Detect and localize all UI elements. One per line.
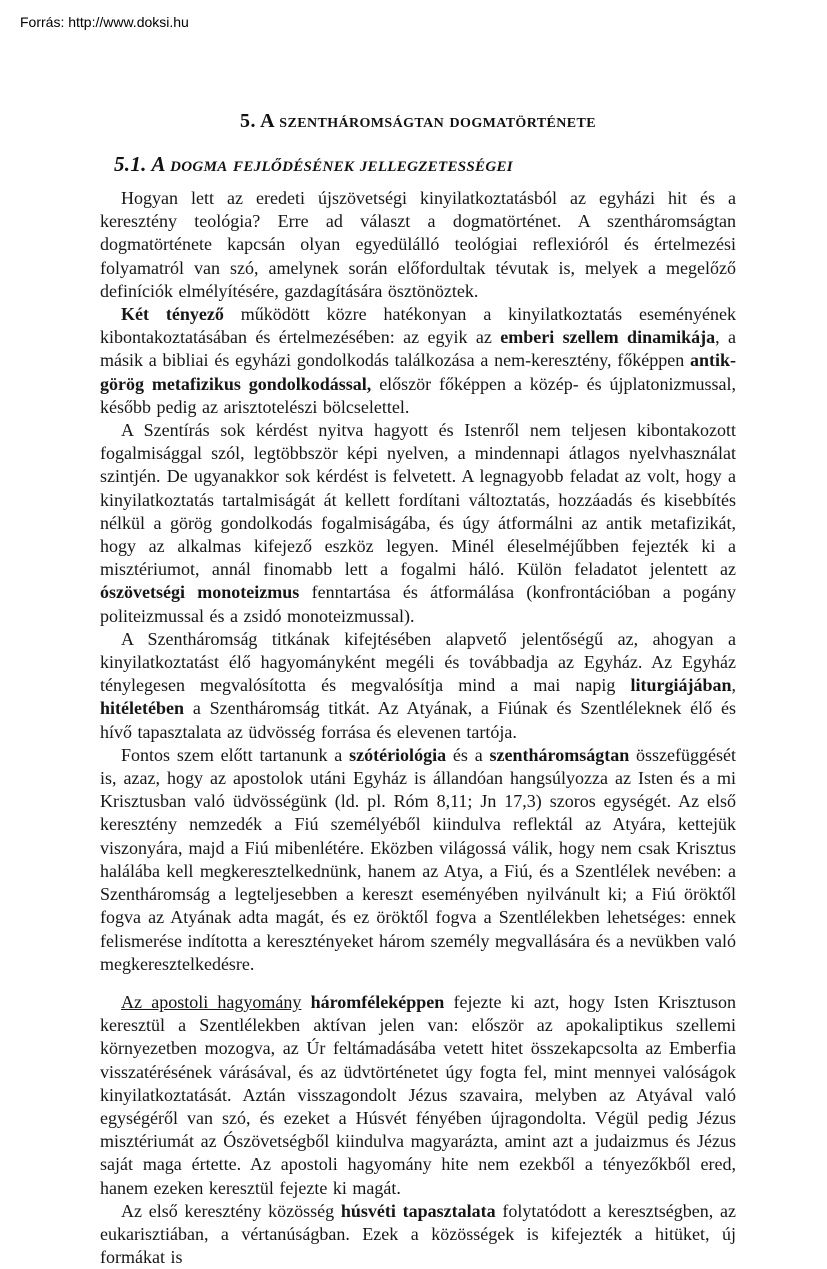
text-run: a Szentháromság titkát. Az Atyának, a Fiúnak és Szentléleknek élő és hívő tapasztalata az üdvösség forrása és elevenen tartója. [100, 698, 736, 742]
paragraph [100, 1200, 736, 1269]
text-run: háromféleképpen [310, 991, 445, 1012]
text-run: antik-görög metafizikus gondolkodással, [100, 350, 736, 394]
text-run: szótériológia [349, 744, 447, 765]
paragraphs-container [100, 187, 736, 1269]
text-run: Az apostoli hagyomány [121, 991, 302, 1012]
text-run: működött közre hatékonyan a kinyilatkoztatás eseményének kibontakoztatásában és értelmezésében: az egyik az [100, 304, 736, 348]
text-run: A Szentírás sok kérdést nyitva hagyott és Istenről nem teljesen kibontakozott fogalmisággal szól, legtöbbször képi nyelven, a mindennapi átlagos nyelvhasználat szintjén. De ugyanakkor sok kérdést is felvetett. A legnagyobb feladat az volt, hogy a kinyilatkoztatás tartalmiságát át kellett fordítani változtatás, hozzáadás és kisebbítés nélkül a görög gondolkodás fogalmiságába, és úgy átformálni az antik metafizikát, hogy az alkalmas kifejező eszköz legyen. Minél éleselméjűbben fejezték ki a misztériumot, annál finomabb lett a fogalmi háló. Külön feladatot jelentett az [100, 420, 736, 580]
text-run: összefüggését is, azaz, hogy az apostolok utáni Egyház is állandóan hangsúlyozza az Isten és a mi Krisztusban való üdvösségünk (ld. pl. Róm 8,11; Jn 17,3) szoros egységét. Az első keresztény nemzedék a Fiú személyéből kiindulva reflektál az Atyára, kettejük viszonyára, majd a Fiú mibenlétére. Eközben világossá válik, hogy nem csak Krisztus halálába kell megkeresztelkednünk, hanem az Atya, a Fiú, és a Szentlélek nevében: a Szentháromság a legteljesebben a kereszt eseményében nyilvánult ki; a Fiú öröktől fogva az Atyának adta magát, és ez öröktől fogva a Szentlélekben lehetséges: ennek felismerése indította a keresztényeket három személy megvallására és a nevükben való megkeresztelkedésre. [100, 744, 737, 974]
text-run [301, 992, 310, 1012]
section-heading: 5.1. A dogma fejlődésének jellegzetességei [114, 152, 513, 176]
source-url-text: Forrás: http://www.doksi.hu [20, 14, 189, 30]
text-run: , a másik a bibliai és egyházi gondolkodás találkozása a nem-keresztény, főképpen [100, 327, 736, 371]
text-run: folytatódott a keresztségben, az eukarisztiában, a vértanúságban. Ezek a közösségek is kifejezték a hitüket, új formákat is [100, 1200, 736, 1268]
paragraph [100, 628, 736, 744]
text-run: hitéletében [100, 698, 184, 719]
text-run: Két tényező [121, 304, 224, 325]
text-run: és a [446, 744, 490, 765]
paragraph [100, 303, 736, 419]
text-run: Fontos szem előtt tartanunk a [121, 744, 350, 765]
text-run: liturgiájában [630, 675, 732, 696]
text-run: emberi szellem dinamikája [500, 327, 716, 348]
document-content [100, 0, 736, 1269]
paragraph [100, 991, 736, 1200]
text-run: A Szentháromság titkának kifejtésében alapvető jelentőségű az, ahogyan a kinyilatkoztatást élő hagyományként megéli és továbbadja az Egyház. Az Egyház ténylegesen megvalósította és megvalósítja mind a mai napig [100, 628, 736, 696]
text-run: Hogyan lett az eredeti újszövetségi kinyilatkoztatásból az egyházi hit és a keresztény teológia? Erre ad választ a dogmatörténet. A szentháromságtan dogmatörténete kapcsán olyan egyedülálló teológiai reflexióról és értelmezési folyamatról van szó, amelynek során előfordultak tévutak is, melyek a megelőző definíciók elmélyítésére, gazdagítására ösztönöztek. [100, 188, 736, 301]
paragraph [100, 744, 736, 976]
text-run: ószövetségi monoteizmus [100, 582, 300, 603]
text-run: fejezte ki azt, hogy Isten Krisztuson keresztül a Szentlélekben aktívan jelen van: először az apokaliptikus szellemi környezetben mozogva, az Úr feltámadásába vetett hitet összekapcsolta az Emberfia visszatérésének várásával, és az üdvtörténetet úgy fogta fel, mint mennyei valóságok kinyilatkoztatását. Aztán visszagondolt Jézus szavaira, melyben az Atyával való egységéről van szó, és ezeket a Húsvét fényében újragondolta. Végül pedig Jézus misztériumát az Ószövetségből kiindulva magyarázta, amint azt a judaizmus és Jézus saját maga értette. Az apostoli hagyomány hite nem ezekből a tényezőkből ered, hanem ezeken keresztül fejezte ki magát. [100, 991, 737, 1198]
text-run: , [731, 675, 736, 696]
chapter-title: 5. A szentháromságtan dogmatörténete [240, 110, 596, 132]
text-run: először főképpen a közép- és újplatonizmussal, később pedig az arisztotelészi bölcselettel. [100, 373, 736, 417]
paragraph [100, 187, 736, 303]
text-run: húsvéti tapasztalata [340, 1200, 496, 1221]
text-run: szentháromságtan [489, 744, 630, 765]
paragraph [100, 419, 736, 628]
text-run: Az első keresztény közösség [121, 1200, 341, 1221]
text-run: fenntartása és átformálása (konfrontációban a pogány politeizmussal és a zsidó monoteizmussal). [100, 582, 736, 626]
